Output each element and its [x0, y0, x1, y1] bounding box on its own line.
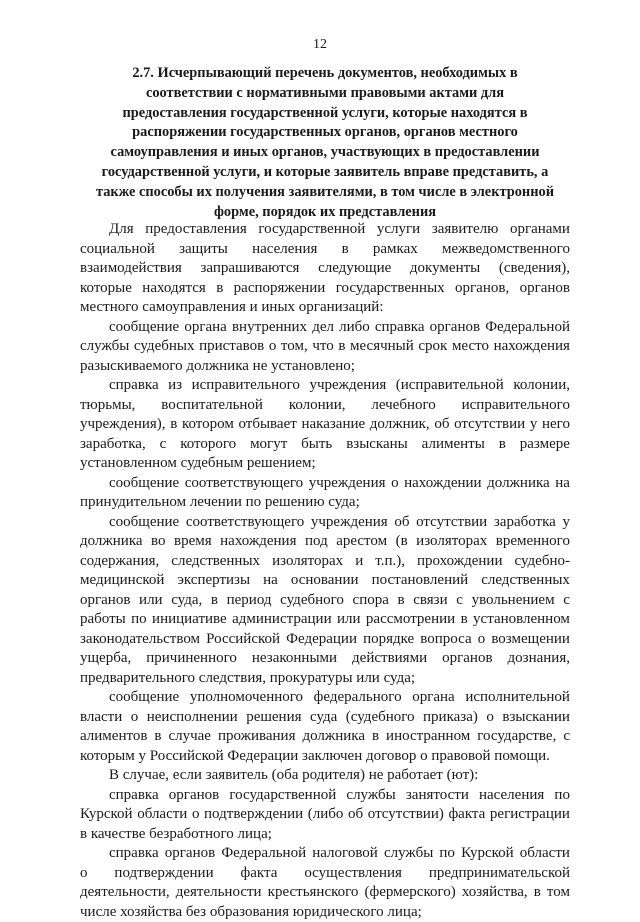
body-line: Курской области о подтверждении (либо об отсутствии) факта регистрации [80, 805, 570, 825]
body-line: числе хозяйства без образования юридического лица; [80, 903, 570, 922]
heading-line: государственной услуги, и которые заявитель вправе представить, а [82, 163, 568, 183]
body-line: заработка, с которого могут быть взысканы алименты в размере [80, 435, 570, 455]
heading-line: 2.7. Исчерпывающий перечень документов, необходимых в [82, 64, 568, 84]
body-line: справка органов Федеральной налоговой службы по Курской области [80, 844, 570, 864]
heading-line: предоставления государственной услуги, которые находятся в [82, 104, 568, 124]
body-line: социальной защиты населения в рамках межведомственного [80, 240, 570, 260]
body-line: медицинской экспертизы на основании постановлений следственных [80, 571, 570, 591]
body-line: содержания, следственных изоляторах и т.п.), прохождении судебно- [80, 552, 570, 572]
body-line: сообщение соответствующего учреждения о нахождении должника на [80, 474, 570, 494]
body-line: принудительном лечении по решению суда; [80, 493, 570, 513]
heading-line: также способы их получения заявителями, в том числе в электронной [82, 183, 568, 203]
heading-line: форме, порядок их представления [82, 203, 568, 223]
body-line: о подтверждении факта осуществления предпринимательской [80, 864, 570, 884]
body-line: взаимодействия запрашиваются следующие документы (сведения), [80, 259, 570, 279]
body-text [80, 220, 570, 922]
body-line: В случае, если заявитель (оба родителя) не работает (ют): [80, 766, 570, 786]
heading-line: самоуправления и иных органов, участвующих в предоставлении [82, 143, 568, 163]
heading-line: соответствии с нормативными правовыми актами для [82, 84, 568, 104]
body-line: сообщение соответствующего учреждения об отсутствии заработка у [80, 513, 570, 533]
body-line: в качестве безработного лица; [80, 825, 570, 845]
body-line: Для предоставления государственной услуги заявителю органами [80, 220, 570, 240]
body-line: которые находятся в распоряжении государственных органов, органов [80, 279, 570, 299]
body-line: тюрьмы, воспитательной колонии, лечебного исправительного [80, 396, 570, 416]
body-line: справка органов государственной службы занятости населения по [80, 786, 570, 806]
body-line: разыскиваемого должника не установлено; [80, 357, 570, 377]
heading-line: распоряжении государственных органов, органов местного [82, 123, 568, 143]
body-line: учреждения), в котором отбывает наказание должник, об отсутствии у него [80, 415, 570, 435]
body-line: работы по инициативе администрации или рассмотрении в установленном [80, 610, 570, 630]
body-line: власти о неисполнении решения суда (судебного приказа) о взыскании [80, 708, 570, 728]
body-line: службы судебных приставов о том, что в месячный срок место нахождения [80, 337, 570, 357]
body-line: справка из исправительного учреждения (исправительной колонии, [80, 376, 570, 396]
body-line: органов или суда, в период судебного спора в связи с увольнением с [80, 591, 570, 611]
body-line: местного самоуправления и иных организаций: [80, 298, 570, 318]
body-line: которым у Российской Федерации заключен договор о правовой помощи. [80, 747, 570, 767]
section-heading [82, 64, 568, 222]
body-line: должника во время нахождения под арестом (в изоляторах временного [80, 532, 570, 552]
body-line: предварительного следствия, прокуратуры или суда; [80, 669, 570, 689]
page-number: 12 [0, 37, 640, 53]
body-line: установленном судебным решением; [80, 454, 570, 474]
body-line: алиментов в случае проживания должника в иностранном государстве, с [80, 727, 570, 747]
body-line: ущерба, причиненного незаконными действиями органов дознания, [80, 649, 570, 669]
body-line: деятельности, деятельности крестьянского (фермерского) хозяйства, в том [80, 883, 570, 903]
body-line: законодательством Российской Федерации порядке вопроса о возмещении [80, 630, 570, 650]
body-line: сообщение уполномоченного федерального органа исполнительной [80, 688, 570, 708]
body-line: сообщение органа внутренних дел либо справка органов Федеральной [80, 318, 570, 338]
